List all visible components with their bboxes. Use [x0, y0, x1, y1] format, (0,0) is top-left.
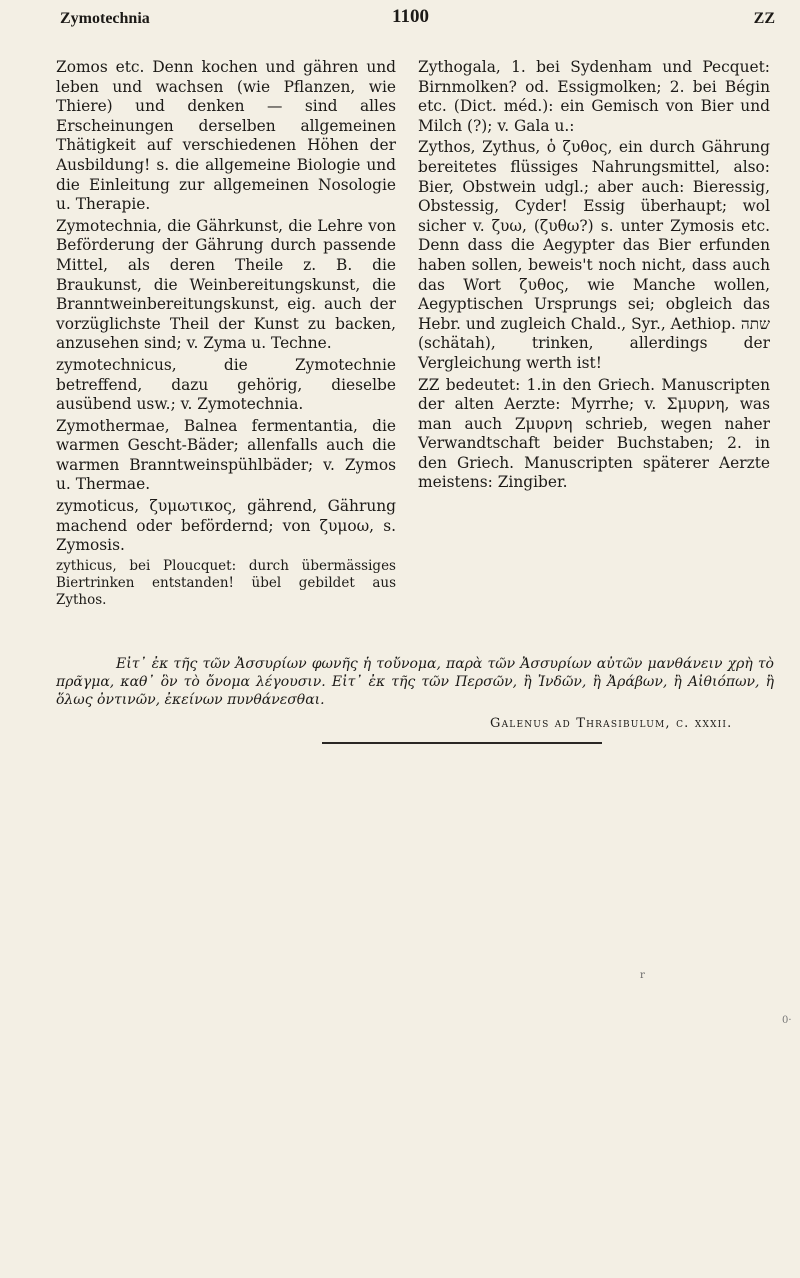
right-column	[418, 58, 770, 495]
entry-zythogala: Zythogala, 1. bei Sydenham und Pecquet: Birnmolken? od. Essigmolken; 2. bei Bégin etc. (Dict. méd.): ein Gemisch von Bier und Milch (?); v. Gala u.:	[418, 58, 770, 135]
end-rule	[322, 742, 602, 744]
entry-zymotechnicus: zymotechnicus, die Zymotechnie betreffend, dazu gehörig, dieselbe ausübend usw.; v. Zymotechnia.	[56, 355, 396, 414]
greek-quotation: Εἰτ᾽ ἐκ τῆς τῶν Ἀσσυρίων φωνῆς ἡ τοὔνομα, παρὰ τῶν Ἀσσυρίων αὐτῶν μανθάνειν χρὴ τὸ πρᾶγμα, καθ᾽ ὃν τὸ ὄνομα λέγουσιν. Εἰτ᾽ ἐκ τῆς τῶν Περσῶν, ἢ Ἰνδῶν, ἢ Ἀράβων, ἢ Αἰθιόπων, ἢ ὅλως ὀντινῶν, ἐκείνων πυνθάνεσθαι.	[56, 656, 774, 708]
entry-paragraph: Zomos etc. Denn kochen und gähren und leben und wachsen (wie Pflanzen, wie Thiere) und denken — sind alles Erscheinungen derselben allgemeinen Thätigkeit auf verschiedenen Höhen der Ausbildung! s. die allgemeine Biologie und die Einleitung zur allgemeinen Nosologie u. Therapie.	[56, 58, 396, 214]
entry-zymothermae: Zymothermae, Balnea fermentantia, die warmen Gescht-Bäder; allenfalls auch die warmen Branntweinspühlbäder; v. Zymos u. Thermae.	[56, 416, 396, 494]
left-column	[56, 58, 396, 611]
entry-zythos: Zythos, Zythus, ὁ ζυθος, ein durch Gährung bereitetes flüssiges Nahrungsmittel, also: Bier, Obstwein udgl.; aber auch: Bieressig, Obstessig, Cyder! Essig überhaupt; wol sicher v. ζυω, (ζυθω?) s. unter Zymosis etc. Denn dass die Aegypter das Bier erfunden haben sollen, beweis't noch nicht, dass auch das Wort ζυθος, wie Manche wollen, Aegyptischen Ursprungs sei; obgleich das Hebr. und zugleich Chald., Syr., Aethiop. שתה (schätah), trinken, allerdings der Vergleichung werth ist!	[418, 138, 770, 372]
quotation-attribution: Galenus ad Thrasibulum, c. xxxii.	[490, 716, 733, 731]
entry-zymoticus: zymoticus, ζυμωτικος, gährend, Gährung machend oder befördernd; von ζυμοω, s. Zymosis.	[56, 497, 396, 555]
stray-mark: r	[640, 970, 645, 981]
header-right-term: ZZ	[753, 10, 775, 27]
entry-zythicus: zythicus, bei Ploucquet: durch übermässiges Biertrinken entstanden! übel gebildet aus Zythos.	[56, 557, 396, 608]
entry-zymotechnia: Zymotechnia, die Gährkunst, die Lehre von Beförderung der Gährung durch passende Mittel, als deren Theile z. B. die Braukunst, die Weinbereitungskunst, die Branntweinbereitungskunst, eig. auch der vorzüglichste Theil der Kunst zu backen, anzusehen sind; v. Zyma u. Techne.	[56, 216, 396, 353]
header-left-term: Zymotechnia	[60, 10, 150, 27]
stray-mark-bottom: 0·	[782, 1015, 792, 1026]
page-number: 1100	[392, 6, 429, 27]
running-header	[30, 6, 775, 42]
entry-zz: ZZ bedeutet: 1.in den Griech. Manuscripten der alten Aerzte: Myrrhe; v. Σμυρνη, was man auch Ζμυρνη schrieb, wegen naher Verwandtschaft beider Buchstaben; 2. in den Griech. Manuscripten späterer Aerzte meistens: Zingiber.	[418, 375, 770, 492]
